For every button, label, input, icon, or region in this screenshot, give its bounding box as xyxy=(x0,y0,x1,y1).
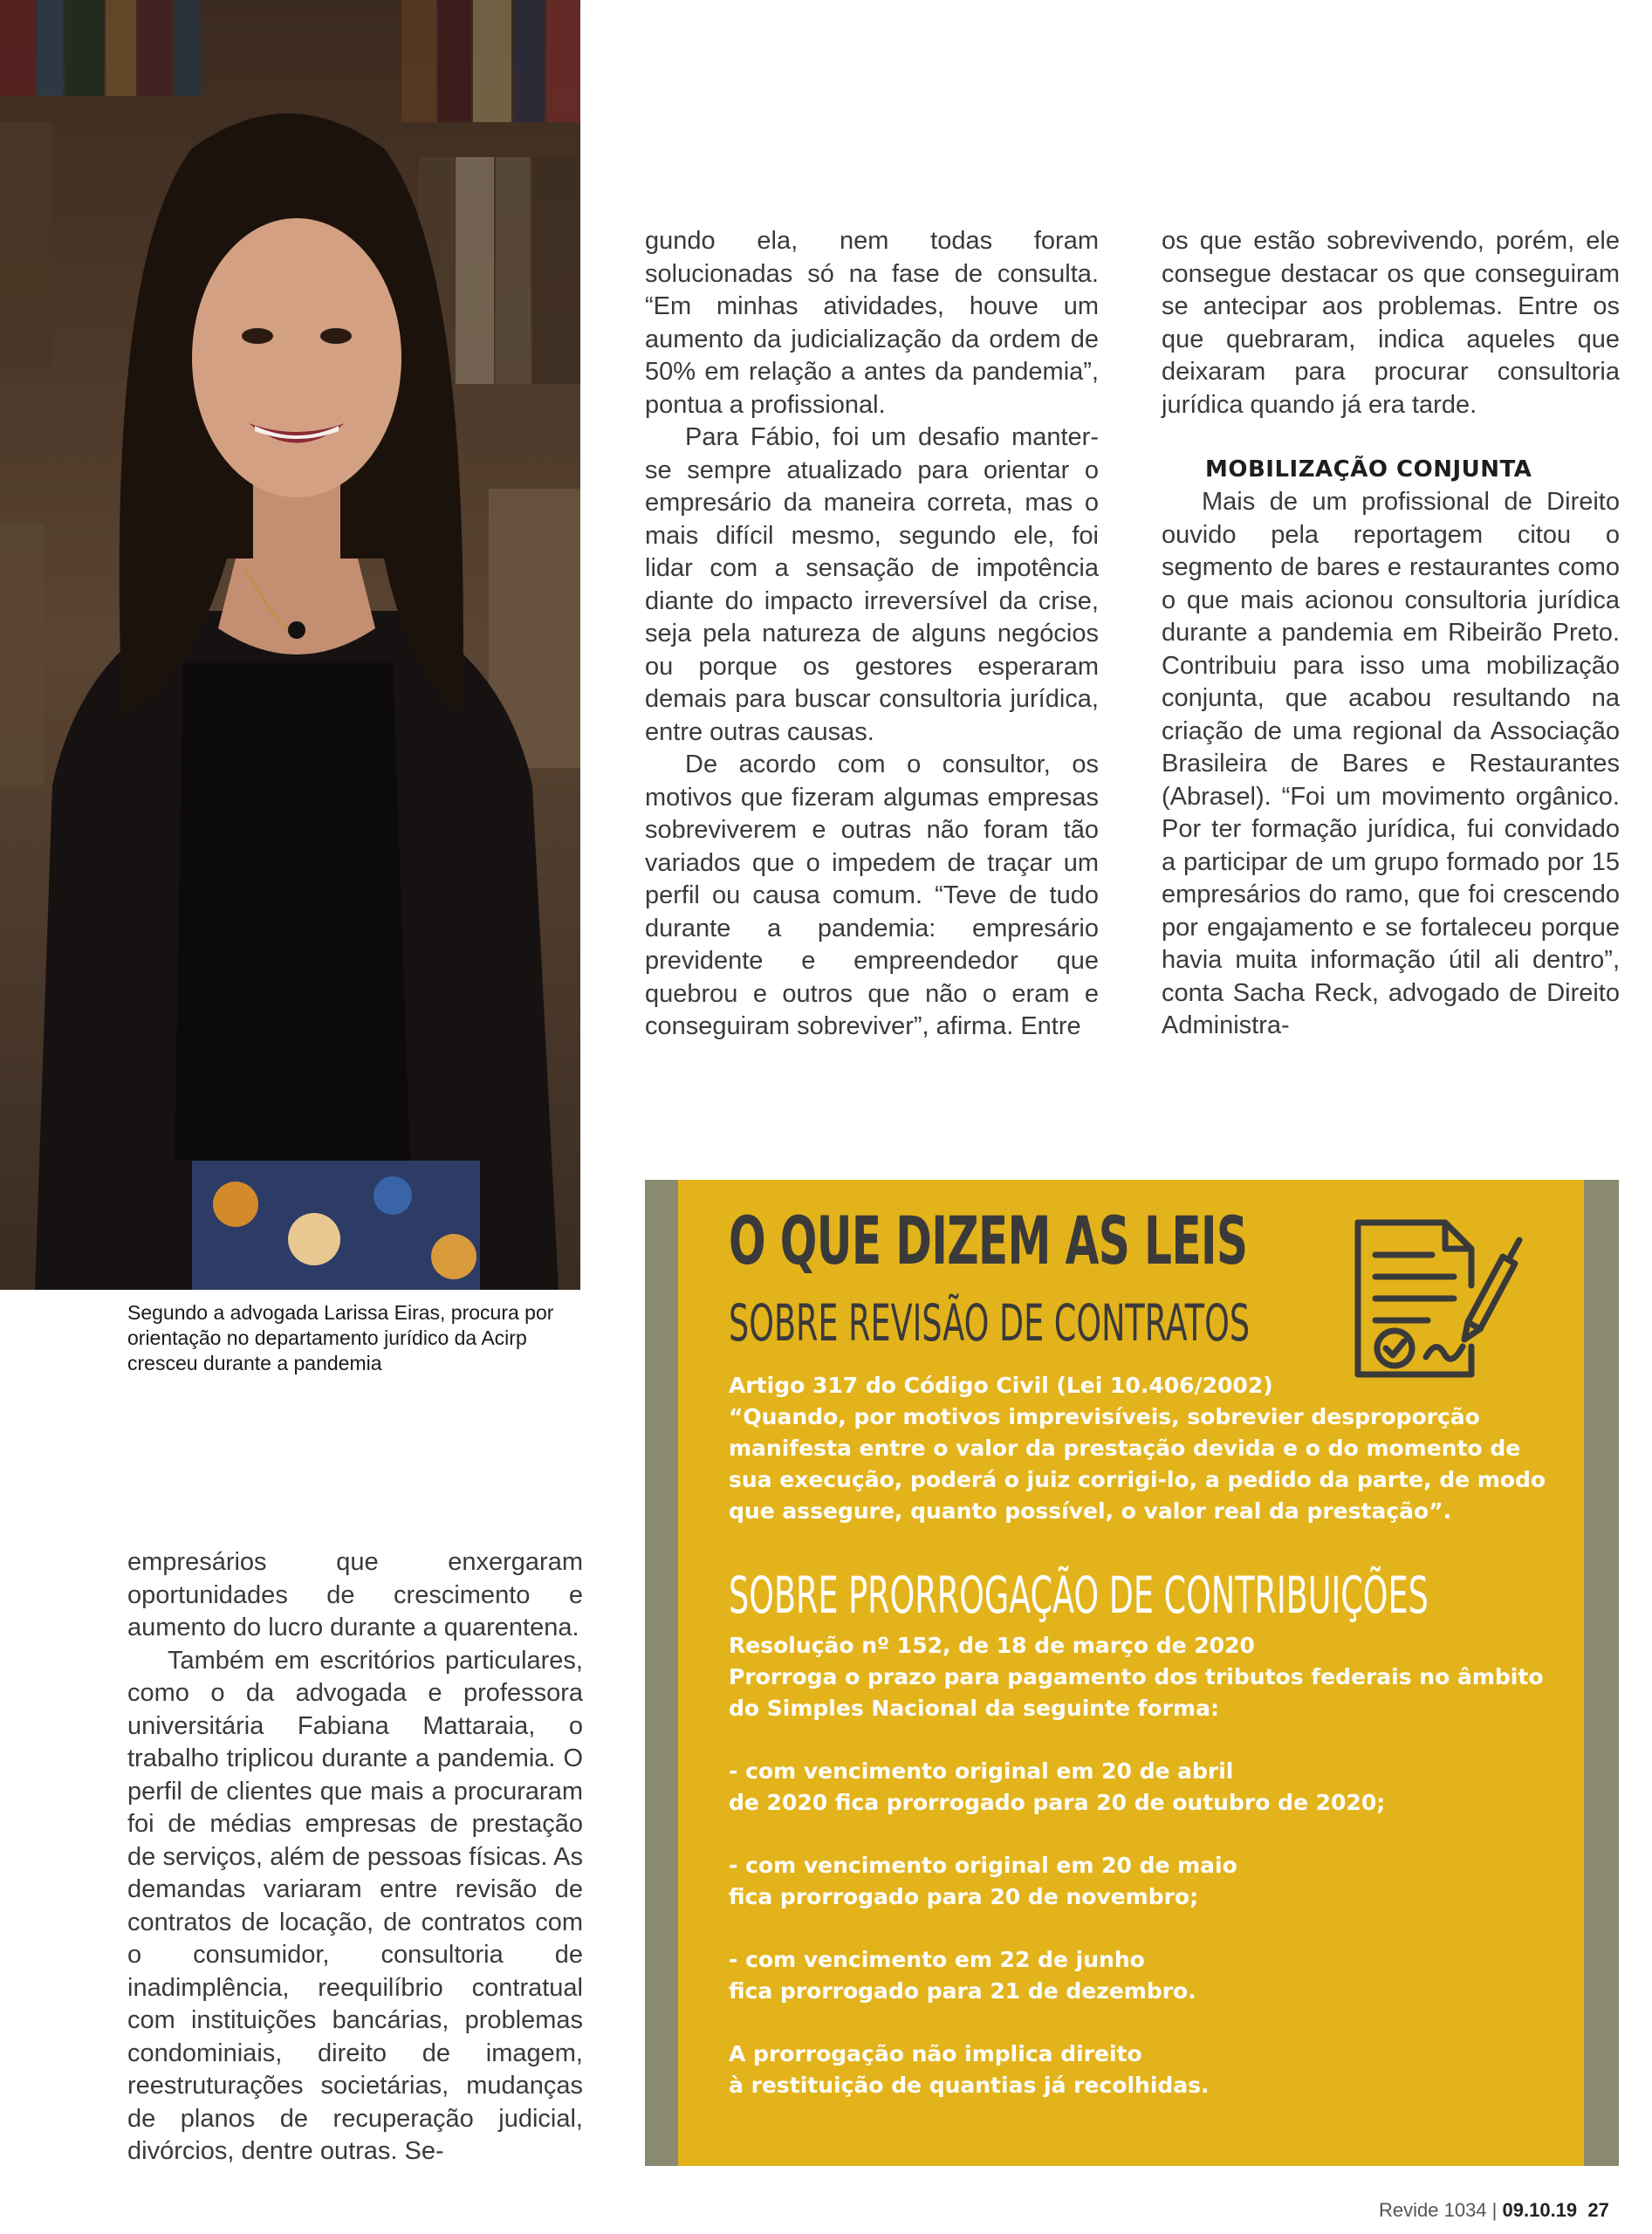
article-column-left xyxy=(127,1546,583,2169)
contract-signature-icon xyxy=(1349,1216,1524,1381)
paragraph: gundo ela, nem todas foram solucionadas só na fase de consulta. “Em minhas atividades, houve um aumento da judicialização da ordem de 50% em relação a antes da pandemia”, pontua a profissional. xyxy=(645,227,1099,419)
resolution-block xyxy=(729,1630,1566,2101)
article-column-right xyxy=(1162,225,1620,1043)
note: A prorrogação não implica direito xyxy=(729,2041,1142,2066)
portrait-photo xyxy=(0,0,580,1290)
list-item: fica prorrogado para 20 de novembro; xyxy=(729,1884,1199,1909)
list-item: de 2020 fica prorrogado para 20 de outubro de 2020; xyxy=(729,1790,1386,1815)
issue-date: 09.10.19 xyxy=(1502,2199,1578,2221)
paragraph: De acordo com o consultor, os motivos que fizeram algumas empresas sobreviverem e outras não foram tão variados que o impedem de traçar um perfil ou causa comum. “Teve de tudo durante a pandemia: empresário previdente e empreendedor que quebrou e outros que não o eram e conseguiram sobreviver”, afirma. Entre xyxy=(645,750,1099,1040)
box-subtitle-contributions: SOBRE PRORROGAÇÃO DE CONTRIBUIÇÕES xyxy=(729,1566,1429,1625)
article-column-middle xyxy=(645,225,1099,1044)
section-subheading: MOBILIZAÇÃO CONJUNTA xyxy=(1205,456,1532,483)
list-item: fica prorrogado para 21 de dezembro. xyxy=(729,1978,1196,2004)
paragraph: empresários que enxergaram oportunidades de crescimento e aumento do lucro durante a quarentena. xyxy=(127,1548,583,1641)
portrait-illustration xyxy=(0,0,580,1290)
page-footer xyxy=(1379,2199,1609,2222)
box-subtitle-contracts: SOBRE REVISÃO DE CONTRATOS xyxy=(729,1293,1251,1353)
article-quote: “Quando, por motivos imprevisíveis, sobrevier desproporção manifesta entre o valor da prestação devida e o do momento de sua execução, poderá o juiz corrigi-lo, a pedido da parte, de modo que assegure, quanto possível, o valor real da prestação”. xyxy=(729,1404,1546,1524)
resolution-description: Prorroga o prazo para pagamento dos tributos federais no âmbito do Simples Nacional da seguinte forma: xyxy=(729,1664,1544,1721)
paragraph: Também em escritórios particulares, como o da advogada e professora universitária Fabiana Mattaraia, o trabalho triplicou durante a pandemia. O perfil de clientes que mais a procuraram foi de médias empresas de prestação de serviços, além de pessoas físicas. As demandas variaram entre revisão de contratos de locação, de contratos com o consumidor, consultoria de inadimplência, reequilíbrio contratual com instituições bancárias, problemas condominiais, direito de imagem, reestruturações societárias, mudanças de planos de recuperação judicial, divórcios, dentre outras. Se- xyxy=(127,1646,583,2165)
list-item: - com vencimento em 22 de junho xyxy=(729,1947,1145,1972)
photo-caption: Segundo a advogada Larissa Eiras, procura por orientação no departamento jurídico da Acirp cresceu durante a pandemia xyxy=(127,1301,554,1374)
resolution-title: Resolução nº 152, de 18 de março de 2020 xyxy=(729,1633,1255,1658)
page-number: 27 xyxy=(1587,2199,1609,2221)
paragraph: os que estão sobrevivendo, porém, ele consegue destacar os que conseguiram se antecipar aos problemas. Entre os que quebraram, indica aqueles que deixaram para procurar consultoria jurídica quando já era tarde. xyxy=(1162,227,1620,419)
note: à restituição de quantias já recolhidas. xyxy=(729,2073,1210,2098)
article-reference: Artigo 317 do Código Civil (Lei 10.406/2002) xyxy=(729,1373,1273,1398)
list-item: - com vencimento original em 20 de maio xyxy=(729,1853,1237,1878)
paragraph: Para Fábio, foi um desafio manter-se sempre atualizado para orientar o empresário da maneira correta, mas o mais difícil mesmo, segundo ele, foi lidar com a sensação de impotência diante do impacto irreversível da crise, seja pela natureza de alguns negócios ou porque os gestores esperaram demais para buscar consultoria jurídica, entre outras causas. xyxy=(645,423,1099,746)
paragraph: Mais de um profissional de Direito ouvido pela reportagem citou o segmento de bares e restaurantes como o que mais acionou consultoria jurídica durante a pandemia em Ribeirão Preto. Contribuiu para isso uma mobilização conjunta, que acabou resultando na criação de uma regional da Associação Brasileira de Bares e Restaurantes (Abrasel). “Foi um movimento orgânico. Por ter formação jurídica, fui convidado a participar de um grupo formado por 15 empresários do ramo, que foi crescendo por engajamento e se fortaleceu porque havia muita informação útil ali dentro”, conta Sacha Reck, advogado de Direito Administra- xyxy=(1162,488,1620,1039)
article-317-block xyxy=(729,1370,1566,1527)
box-title: O QUE DIZEM AS LEIS xyxy=(729,1202,1248,1279)
list-item: - com vencimento original em 20 de abril xyxy=(729,1758,1234,1784)
magazine-issue: Revide 1034 xyxy=(1379,2199,1487,2221)
footer-separator: | xyxy=(1491,2199,1498,2221)
